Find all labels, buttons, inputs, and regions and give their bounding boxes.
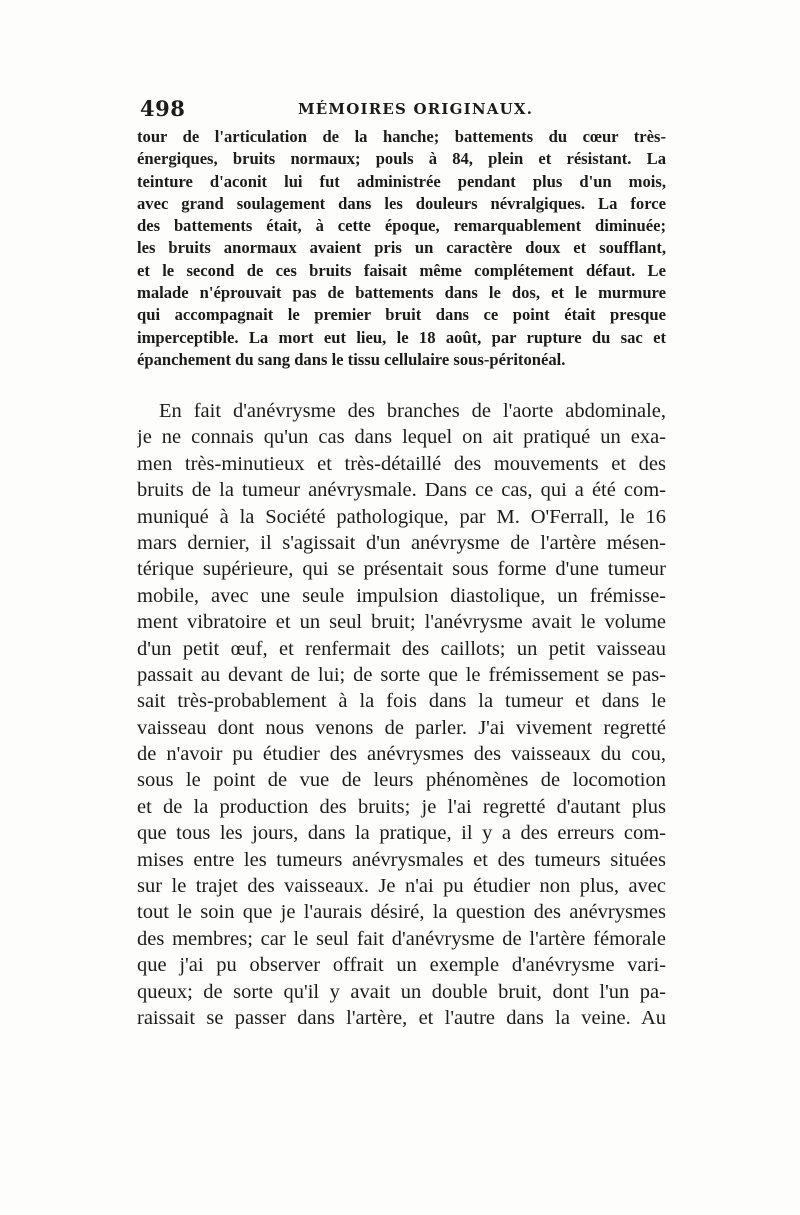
text-line: muniqué à la Société pathologique, par M. O'Ferrall, le 16	[137, 505, 666, 528]
running-head: MÉMOIRES ORIGINAUX.	[298, 100, 534, 118]
text-line: qui accompagnait le premier bruit dans ce point était presque	[137, 305, 666, 325]
page-number: 498	[140, 96, 186, 121]
text-line: En fait d'anévrysme des branches de l'aorte abdominale,	[159, 400, 666, 422]
text-line: avec grand soulagement dans les douleurs névralgiques. La force	[137, 193, 666, 213]
text-line: imperceptible. La mort eut lieu, le 18 août, par rupture du sac et	[137, 327, 666, 347]
page-header	[140, 96, 670, 122]
text-line: térique supérieure, qui se présentait sous forme d'une tumeur	[137, 558, 666, 581]
text-line: teinture d'aconit lui fut administrée pendant plus d'un mois,	[137, 171, 666, 191]
text-line: sur le trajet des vaisseaux. Je n'ai pu étudier non plus, avec	[137, 875, 666, 898]
text-line: passait au devant de lui; de sorte que le frémissement se pas-	[137, 663, 666, 686]
text-line: les bruits anormaux avaient pris un caractère doux et soufflant,	[137, 238, 666, 258]
text-line: mises entre les tumeurs anévrysmales et des tumeurs situées	[137, 848, 666, 871]
text-line: vaisseau dont nous venons de parler. J'ai vivement regretté	[137, 716, 666, 739]
text-line: sous le point de vue de leurs phénomènes de locomotion	[137, 769, 666, 792]
text-line: mobile, avec une seule impulsion diastolique, un frémisse-	[137, 584, 666, 607]
text-line: malade n'éprouvait pas de battements dans le dos, et le murmure	[137, 283, 666, 303]
text-line: bruits de la tumeur anévrysmale. Dans ce cas, qui a été com-	[137, 479, 666, 502]
text-line: des membres; car le seul fait d'anévrysme de l'artère fémorale	[137, 927, 666, 950]
text-line: épanchement du sang dans le tissu cellulaire sous-péritonéal.	[137, 349, 566, 369]
text-line: et de la production des bruits; je l'ai regretté d'autant plus	[137, 795, 666, 818]
text-line: raissait se passer dans l'artère, et l'autre dans la veine. Au	[137, 1006, 666, 1029]
text-line: d'un petit œuf, et renfermait des caillots; un petit vaisseau	[137, 637, 666, 660]
text-line: sait très-probablement à la fois dans la tumeur et dans le	[137, 690, 666, 713]
text-line: et le second de ces bruits faisait même complétement défaut. Le	[137, 260, 666, 280]
main-paragraph	[137, 398, 666, 1031]
text-line: énergiques, bruits normaux; pouls à 84, plein et résistant. La	[137, 149, 666, 169]
case-report-paragraph	[137, 126, 666, 371]
text-line: tour de l'articulation de la hanche; battements du cœur très-	[137, 127, 666, 146]
text-line: tout le soin que je l'aurais désiré, la question des anévrysmes	[137, 901, 666, 924]
text-line: de n'avoir pu étudier des anévrysmes des vaisseaux du cou,	[137, 743, 666, 766]
text-line: des battements était, à cette époque, remarquablement diminuée;	[137, 216, 666, 236]
text-line: mars dernier, il s'agissait d'un anévrysme de l'artère mésen-	[137, 531, 666, 554]
text-line: que j'ai pu observer offrait un exemple d'anévrysme vari-	[137, 954, 666, 977]
text-line: que tous les jours, dans la pratique, il y a des erreurs com-	[137, 822, 666, 845]
text-line: queux; de sorte qu'il y avait un double bruit, dont l'un pa-	[137, 980, 666, 1003]
text-line: men très-minutieux et très-détaillé des mouvements et des	[137, 452, 666, 475]
text-line: je ne connais qu'un cas dans lequel on ait pratiqué un exa-	[137, 426, 666, 449]
text-line: ment vibratoire et un seul bruit; l'anévrysme avait le volume	[137, 611, 666, 634]
